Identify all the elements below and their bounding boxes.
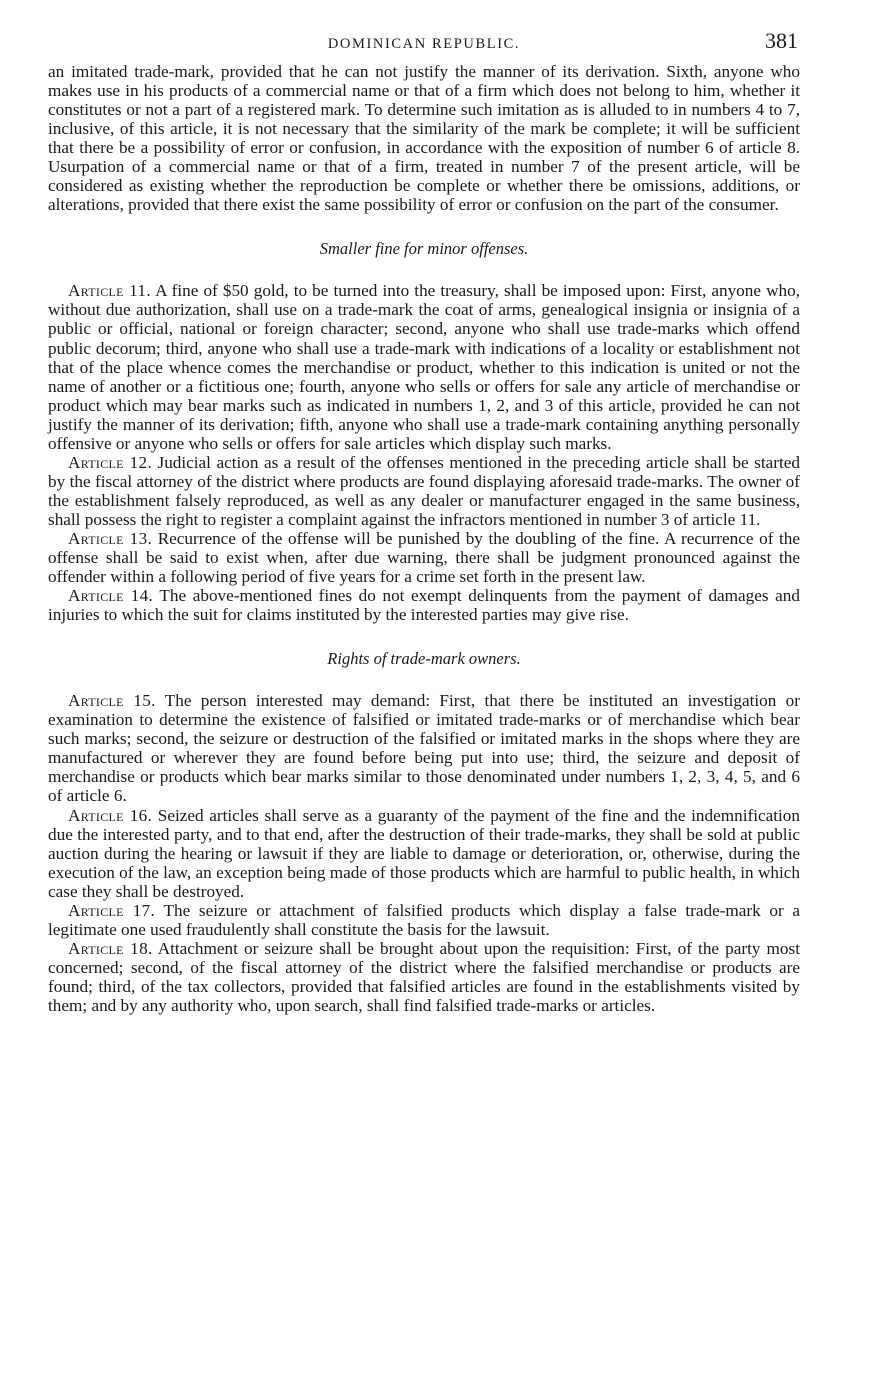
article-label: Article 15. — [68, 691, 156, 711]
opening-paragraph: an imitated trade-mark, provided that he can not justify the manner of its derivation. Sixth, anyone who makes use in his products of a commercial name or that of a firm which does not belong to him, whether it constitutes or not a part of a registered mark. To determine such imitation as is alluded to in numbers 4 to 7, inclusive, of this article, it is not necessary that the similarity of the mark be complete; it will be sufficient that there be a possibility of error or confusion, in accordance with the exposition of number 6 of article 8. Usurpation of a commercial name or that of a firm, treated in number 7 of the present article, will be considered as existing whether the reproduction be complete or whether there be omissions, additions, or alterations, provided that there exist the same possibility of error or confusion on the part of the consumer. — [48, 62, 800, 215]
article-15 — [48, 691, 800, 805]
article-label: Article 12. — [68, 452, 152, 472]
article-12 — [48, 453, 800, 529]
article-label: Article 14. — [68, 586, 154, 606]
article-text: A fine of $50 gold, to be turned into the treasury, shall be imposed upon: First, anyone who, without due authorization, shall use on a trade-mark the coat of arms, genealogical insignia or insignia of a public or official, national or foreign character; second, anyone who shall use trade-marks which offend public decorum; third, anyone who shall use a trade-mark with indications of a locality or establishment not that of the place whence comes the merchandise or product, whether to this indication is united or not the name of another or a fictitious one; fourth, anyone who sells or offers for sale any article of merchandise or product which may bear marks such as indicated in numbers 1, 2, and 3 of this article, provided he can not justify the manner of its derivation; fifth, anyone who shall use a trade-mark containing anything personally offensive or anyone who sells or offers for sale articles which display such marks. — [48, 281, 800, 453]
article-16 — [48, 806, 800, 901]
article-text: The seizure or attachment of falsified products which display a false trade-mark or a legitimate one used fraudulently shall constitute the basis for the lawsuit. — [48, 900, 801, 939]
article-11 — [48, 281, 800, 452]
article-17 — [48, 901, 800, 939]
article-text: Judicial action as a result of the offenses mentioned in the preceding article shall be started by the fiscal attorney of the district where products are found displaying aforesaid trade-marks. The owner of the establishment falsely reproduced, as well as any dealer or manufacturer engaged in the same business, shall possess the right to register a complaint against the infractors mentioned in number 3 of article 11. — [48, 452, 800, 529]
page-number: 381 — [765, 28, 798, 53]
document-page — [48, 28, 800, 1015]
article-label: Article 17. — [68, 900, 156, 920]
article-text: The above-mentioned fines do not exempt delinquents from the payment of damages and injuries to which the suit for claims instituted by the interested parties may give rise. — [48, 586, 800, 625]
article-label: Article 16. — [68, 805, 153, 825]
article-text: The person interested may demand: First, that there be instituted an investigation or examination to determine the existence of falsified or imitated trade-marks or of merchandise which bear such marks; second, the seizure or destruction of the falsified or imitated marks in the shops where they are manufactured or wherever they are found before being put into use; third, the seizure and deposit of merchandise or products which bear marks similar to those denominated under numbers 1, 2, 3, 4, 5, and 6 of article 6. — [48, 691, 800, 806]
article-14 — [48, 586, 800, 624]
article-label: Article 13. — [68, 528, 153, 548]
article-13 — [48, 529, 800, 586]
article-text: Seized articles shall serve as a guaranty of the payment of the fine and the indemnification due the interested party, and to that end, after the destruction of their trade-marks, they shall be sold at public auction during the hearing or lawsuit if they are liable to damage or deterioration, or, otherwise, during the execution of the law, an exception being made of those products which are harmful to public health, in which case they shall be destroyed. — [48, 805, 800, 901]
section-heading-rights: Rights of trade-mark owners. — [327, 649, 521, 669]
article-label: Article 18. — [68, 938, 153, 958]
article-text: Attachment or seizure shall be brought about upon the requisition: First, of the party most concerned; second, of the fiscal attorney of the district where the falsified merchandise or products are found; third, of the tax collectors, provided that falsified articles are found in the establishments visited by them; and by any authority who, upon search, shall find falsified trade-marks or articles. — [48, 938, 800, 1015]
article-label: Article 11. — [68, 281, 151, 301]
running-title: DOMINICAN REPUBLIC. — [327, 36, 521, 52]
section-heading-smaller-fine: Smaller fine for minor offenses. — [319, 239, 529, 259]
running-head — [48, 28, 800, 62]
article-18 — [48, 939, 800, 1015]
article-text: Recurrence of the offense will be punished by the doubling of the fine. A recurrence of the offense shall be said to exist when, after due warning, there shall be judgment pronounced against the offender within a following period of five years for a crime set forth in the present law. — [48, 528, 801, 587]
